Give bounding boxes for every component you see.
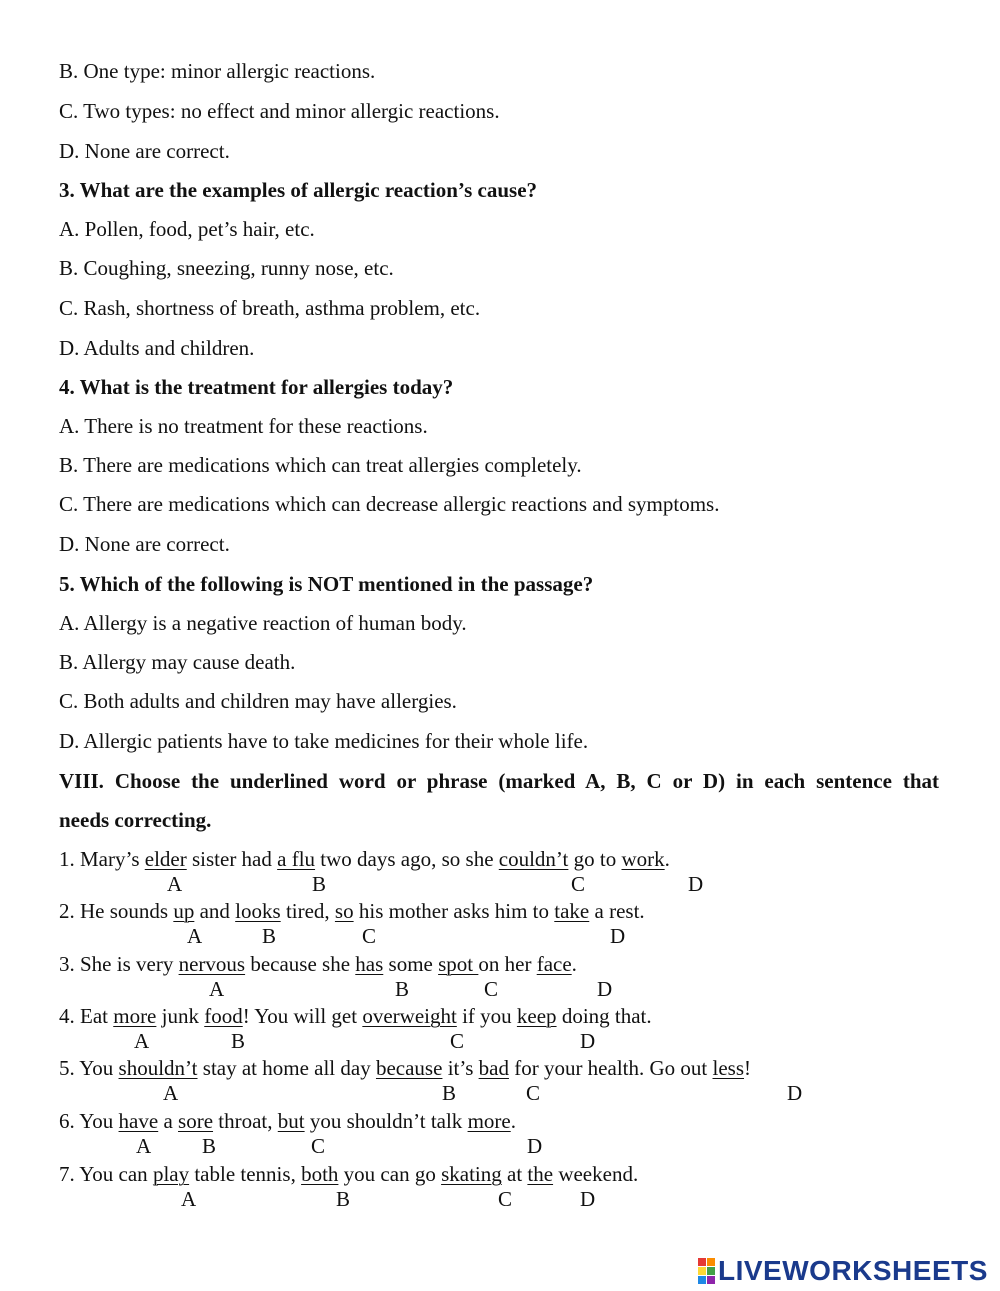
sentence-7-marker-b: B: [336, 1187, 351, 1211]
sentence-2: [59, 899, 645, 923]
sentence-6-marker-d: D: [527, 1134, 543, 1158]
sentence-text: 1. Mary’s: [59, 847, 145, 871]
sentence-5-marker-c: C: [526, 1081, 541, 1105]
sentence-1: [59, 847, 670, 871]
sentence-text: 2. He sounds: [59, 899, 174, 923]
sentence-5-marker-a: A: [163, 1081, 179, 1105]
sentence-2-marker-c: C: [362, 924, 377, 948]
section-8-heading-line-2: needs correcting.: [59, 808, 212, 832]
q5-option-c: C. Both adults and children may have allergies.: [59, 689, 457, 713]
sentence-3: [59, 952, 577, 976]
underlined-option-b[interactable]: looks: [235, 899, 281, 923]
sentence-1-marker-d: D: [688, 872, 704, 896]
sentence-text: sister had: [186, 847, 278, 871]
underlined-option-a[interactable]: shouldn’t: [118, 1056, 198, 1080]
underlined-option-a[interactable]: have: [118, 1109, 159, 1133]
q4-option-a: A. There is no treatment for these reactions.: [59, 414, 428, 438]
underlined-option-d[interactable]: more: [467, 1109, 511, 1133]
underlined-option-c[interactable]: skating: [441, 1162, 502, 1186]
logo-block: [698, 1276, 706, 1284]
sentence-text: doing that.: [556, 1004, 652, 1028]
underlined-option-d[interactable]: keep: [516, 1004, 557, 1028]
sentence-7-marker-d: D: [580, 1187, 596, 1211]
logo-block: [698, 1267, 706, 1275]
sentence-text: two days ago, so she: [315, 847, 499, 871]
sentence-1-marker-c: C: [571, 872, 586, 896]
sentence-text: ! You will get: [242, 1004, 363, 1028]
sentence-6-marker-c: C: [311, 1134, 326, 1158]
underlined-option-b[interactable]: both: [301, 1162, 339, 1186]
sentence-3-marker-c: C: [484, 977, 499, 1001]
q3-option-c: C. Rash, shortness of breath, asthma problem, etc.: [59, 296, 481, 320]
sentence-2-marker-a: A: [187, 924, 203, 948]
logo-blocks-icon: [698, 1258, 715, 1284]
sentence-text: 6. You: [59, 1109, 119, 1133]
sentence-6: [59, 1109, 516, 1133]
sentence-5: [59, 1056, 751, 1080]
sentence-text: .: [510, 1109, 516, 1133]
sentence-2-marker-d: D: [610, 924, 626, 948]
sentence-2-marker-b: B: [262, 924, 277, 948]
underlined-option-b[interactable]: because: [375, 1056, 443, 1080]
sentence-text: for your health. Go out: [508, 1056, 713, 1080]
underlined-option-d[interactable]: the: [527, 1162, 554, 1186]
underlined-option-d[interactable]: take: [554, 899, 590, 923]
underlined-option-c[interactable]: overweight: [362, 1004, 457, 1028]
sentence-3-marker-a: A: [209, 977, 225, 1001]
q2-option-c: C. Two types: no effect and minor allergic reactions.: [59, 99, 500, 123]
underlined-option-c[interactable]: couldn’t: [498, 847, 569, 871]
q2-option-d: D. None are correct.: [59, 139, 230, 163]
underlined-option-c[interactable]: but: [277, 1109, 305, 1133]
sentence-text: !: [744, 1056, 751, 1080]
sentence-text: you can go: [338, 1162, 442, 1186]
sentence-7-marker-c: C: [498, 1187, 513, 1211]
underlined-option-a[interactable]: elder: [144, 847, 187, 871]
logo-block: [698, 1258, 706, 1266]
sentence-text: his mother asks him to: [353, 899, 555, 923]
sentence-1-marker-a: A: [167, 872, 183, 896]
underlined-option-b[interactable]: food: [204, 1004, 243, 1028]
underlined-option-a[interactable]: up: [173, 899, 195, 923]
sentence-text: stay at home all day: [197, 1056, 376, 1080]
sentence-4-marker-b: B: [231, 1029, 246, 1053]
sentence-6-marker-b: B: [202, 1134, 217, 1158]
sentence-5-marker-b: B: [442, 1081, 457, 1105]
sentence-text: 5. You: [59, 1056, 119, 1080]
underlined-option-d[interactable]: less: [712, 1056, 744, 1080]
sentence-3-marker-b: B: [395, 977, 410, 1001]
sentence-1-marker-b: B: [312, 872, 327, 896]
sentence-7: [59, 1162, 638, 1186]
liveworksheets-logo: [698, 1254, 988, 1288]
underlined-option-d[interactable]: face: [536, 952, 572, 976]
q3-option-d: D. Adults and children.: [59, 336, 255, 360]
underlined-option-a[interactable]: more: [113, 1004, 157, 1028]
sentence-text: on her: [478, 952, 537, 976]
sentence-text: a rest.: [589, 899, 645, 923]
sentence-text: if you: [456, 1004, 517, 1028]
sentence-text: .: [664, 847, 670, 871]
sentence-text: weekend.: [553, 1162, 639, 1186]
sentence-4: [59, 1004, 652, 1028]
sentence-5-marker-d: D: [787, 1081, 803, 1105]
sentence-6-marker-a: A: [136, 1134, 152, 1158]
sentence-7-marker-a: A: [181, 1187, 197, 1211]
sentence-text: junk: [156, 1004, 205, 1028]
underlined-option-c[interactable]: bad: [478, 1056, 509, 1080]
q2-option-b: B. One type: minor allergic reactions.: [59, 59, 376, 83]
logo-text: LIVEWORKSHEETS: [718, 1255, 988, 1286]
underlined-option-c[interactable]: spot: [438, 952, 479, 976]
underlined-option-b[interactable]: sore: [178, 1109, 214, 1133]
sentence-text: you shouldn’t talk: [304, 1109, 468, 1133]
sentence-text: some: [383, 952, 439, 976]
q5-option-d: D. Allergic patients have to take medicines for their whole life.: [59, 729, 589, 753]
logo-block: [707, 1267, 715, 1275]
underlined-option-a[interactable]: nervous: [178, 952, 246, 976]
q5-option-a: A. Allergy is a negative reaction of human body.: [59, 611, 467, 635]
underlined-option-b[interactable]: has: [355, 952, 384, 976]
sentence-4-marker-a: A: [134, 1029, 150, 1053]
q3-option-a: A. Pollen, food, pet’s hair, etc.: [59, 217, 315, 241]
sentence-text: throat,: [213, 1109, 278, 1133]
sentence-text: a: [158, 1109, 179, 1133]
sentence-4-marker-c: C: [450, 1029, 465, 1053]
sentence-4-marker-d: D: [580, 1029, 596, 1053]
q4-option-d: D. None are correct.: [59, 532, 230, 556]
q5-option-b: B. Allergy may cause death.: [59, 650, 296, 674]
q5-question: 5. Which of the following is NOT mentioned in the passage?: [59, 572, 594, 596]
sentence-text: and: [194, 899, 236, 923]
section-8-heading-line-1: VIII. Choose the underlined word or phrase (marked A, B, C or D) in each sentence that: [59, 769, 939, 793]
underlined-option-d[interactable]: work: [621, 847, 665, 871]
sentence-text: because she: [245, 952, 356, 976]
sentence-text: go to: [568, 847, 622, 871]
q3-question: 3. What are the examples of allergic reaction’s cause?: [59, 178, 538, 202]
sentence-3-marker-d: D: [597, 977, 613, 1001]
sentence-text: at: [501, 1162, 528, 1186]
sentence-text: it’s: [442, 1056, 479, 1080]
underlined-option-c[interactable]: so: [334, 899, 354, 923]
sentence-text: .: [571, 952, 577, 976]
underlined-option-a[interactable]: play: [152, 1162, 190, 1186]
q4-option-b: B. There are medications which can treat allergies completely.: [59, 453, 582, 477]
q4-question: 4. What is the treatment for allergies today?: [59, 375, 454, 399]
logo-block: [707, 1276, 715, 1284]
sentence-text: 4. Eat: [59, 1004, 114, 1028]
sentence-text: 7. You can: [59, 1162, 153, 1186]
underlined-option-b[interactable]: a flu: [277, 847, 316, 871]
q4-option-c: C. There are medications which can decrease allergic reactions and symptoms.: [59, 492, 720, 516]
logo-block: [707, 1258, 715, 1266]
sentence-text: table tennis,: [189, 1162, 302, 1186]
sentence-text: tired,: [280, 899, 335, 923]
sentence-text: 3. She is very: [59, 952, 179, 976]
q3-option-b: B. Coughing, sneezing, runny nose, etc.: [59, 256, 394, 280]
